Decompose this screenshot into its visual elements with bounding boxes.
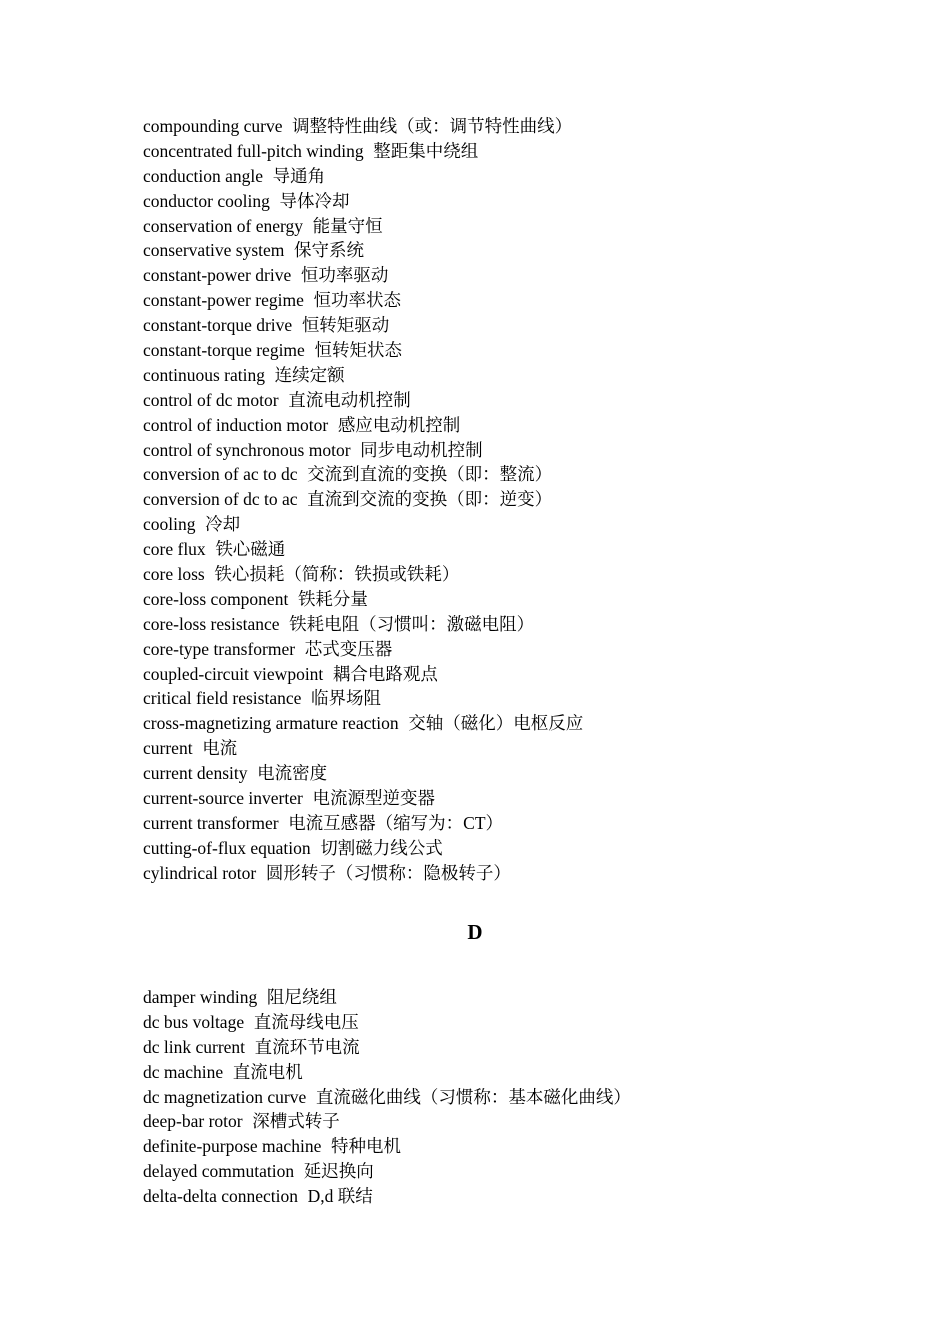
term-english: coupled-circuit viewpoint xyxy=(143,663,324,684)
term-chinese: 整距集中绕组 xyxy=(373,140,479,161)
term-chinese: 直流电动机控制 xyxy=(288,389,411,410)
term-english: core-loss component xyxy=(143,588,289,609)
term-english: core-loss resistance xyxy=(143,613,280,634)
term-chinese: 铁耗分量 xyxy=(297,588,368,609)
term-chinese: 能量守恒 xyxy=(312,215,383,236)
glossary-entry xyxy=(143,487,583,512)
glossary-entry xyxy=(143,1060,631,1085)
term-chinese: 恒功率驱动 xyxy=(300,265,389,286)
glossary-entry xyxy=(143,139,583,164)
term-english: constant-power drive xyxy=(143,265,292,286)
glossary-entry xyxy=(143,612,583,637)
term-english: constant-torque drive xyxy=(143,315,293,336)
term-english: compounding curve xyxy=(143,116,283,136)
term-chinese: 特种电机 xyxy=(330,1136,401,1157)
glossary-entry xyxy=(143,861,583,886)
glossary-entry xyxy=(143,313,583,338)
glossary-entry xyxy=(143,1159,631,1184)
term-chinese: 连续定额 xyxy=(274,364,345,385)
term-english: deep-bar rotor xyxy=(143,1111,243,1132)
glossary-entry xyxy=(143,662,583,687)
glossary-entry xyxy=(143,363,583,388)
term-chinese: 电流密度 xyxy=(257,763,328,784)
glossary-entry xyxy=(143,1035,631,1060)
term-english: conduction angle xyxy=(143,165,264,186)
term-chinese: 直流母线电压 xyxy=(253,1011,359,1032)
glossary-entry xyxy=(143,413,583,438)
term-chinese: 耦合电路观点 xyxy=(332,663,438,684)
glossary-list-c xyxy=(143,114,583,886)
term-chinese: 直流到交流的变换（即：逆变） xyxy=(307,489,553,510)
term-chinese: 切割磁力线公式 xyxy=(320,837,443,858)
term-english: damper winding xyxy=(143,987,258,1007)
term-english: conservative system xyxy=(143,240,285,261)
term-english: current density xyxy=(143,763,248,784)
term-english: definite-purpose machine xyxy=(143,1136,322,1157)
term-chinese: 临界场阻 xyxy=(311,688,382,709)
term-english: cutting-of-flux equation xyxy=(143,837,311,858)
term-english: conservation of energy xyxy=(143,215,304,236)
term-chinese: 芯式变压器 xyxy=(304,638,393,659)
term-english: control of dc motor xyxy=(143,389,279,410)
glossary-entry xyxy=(143,985,631,1010)
glossary-entry xyxy=(143,338,583,363)
term-english: dc link current xyxy=(143,1036,246,1057)
term-chinese: 电流 xyxy=(202,738,238,759)
glossary-entry xyxy=(143,238,583,263)
glossary-entry xyxy=(143,388,583,413)
glossary-entry xyxy=(143,811,583,836)
term-english: concentrated full-pitch winding xyxy=(143,140,364,161)
term-english: current xyxy=(143,738,193,759)
glossary-entry xyxy=(143,512,583,537)
glossary-entry xyxy=(143,189,583,214)
term-english: core flux xyxy=(143,539,206,560)
term-chinese: 圆形转子（习惯称：隐极转子） xyxy=(265,862,511,883)
glossary-entry xyxy=(143,786,583,811)
term-chinese: 铁心磁通 xyxy=(215,539,286,560)
term-chinese: 延迟换向 xyxy=(303,1161,374,1182)
glossary-entry xyxy=(143,1184,631,1209)
term-chinese: 恒功率状态 xyxy=(313,290,401,311)
glossary-entry xyxy=(143,1109,631,1134)
glossary-entry xyxy=(143,462,583,487)
term-chinese: 恒转矩驱动 xyxy=(301,315,390,336)
glossary-entry xyxy=(143,761,583,786)
term-english: critical field resistance xyxy=(143,688,302,709)
term-english: core-type transformer xyxy=(143,638,296,659)
term-chinese: 冷却 xyxy=(205,514,241,535)
glossary-entry xyxy=(143,214,583,239)
glossary-entry xyxy=(143,1085,631,1110)
term-chinese: 交轴（磁化）电枢反应 xyxy=(408,713,584,734)
glossary-entry xyxy=(143,164,583,189)
glossary-list-d xyxy=(143,985,631,1209)
glossary-entry xyxy=(143,637,583,662)
term-chinese: D,d 联结 xyxy=(307,1186,373,1207)
glossary-entry xyxy=(143,686,583,711)
term-chinese: 导体冷却 xyxy=(279,190,350,211)
term-english: dc machine xyxy=(143,1061,224,1082)
glossary-entry xyxy=(143,114,583,139)
glossary-entry xyxy=(143,1134,631,1159)
term-english: conversion of dc to ac xyxy=(143,489,298,510)
glossary-entry xyxy=(143,711,583,736)
glossary-entry xyxy=(143,562,583,587)
term-english: constant-power regime xyxy=(143,290,304,311)
term-english: cylindrical rotor xyxy=(143,862,257,883)
term-chinese: 导通角 xyxy=(272,165,326,186)
term-chinese: 电流互感器（缩写为：CT） xyxy=(288,812,504,833)
term-chinese: 铁心损耗（简称：铁损或铁耗） xyxy=(214,564,460,585)
term-chinese: 深槽式转子 xyxy=(252,1111,340,1132)
term-english: dc magnetization curve xyxy=(143,1086,307,1107)
term-english: core loss xyxy=(143,564,205,585)
term-english: current transformer xyxy=(143,812,279,833)
term-english: delta-delta connection xyxy=(143,1186,298,1207)
term-english: conductor cooling xyxy=(143,190,270,211)
term-chinese: 保守系统 xyxy=(294,240,365,261)
glossary-entry xyxy=(143,288,583,313)
glossary-entry xyxy=(143,537,583,562)
term-chinese: 直流电机 xyxy=(232,1061,303,1082)
term-english: cross-magnetizing armature reaction xyxy=(143,713,399,734)
term-chinese: 电流源型逆变器 xyxy=(312,788,435,809)
term-english: control of induction motor xyxy=(143,414,329,435)
term-english: conversion of ac to dc xyxy=(143,464,298,485)
glossary-entry xyxy=(143,736,583,761)
term-english: dc bus voltage xyxy=(143,1011,245,1032)
glossary-entry xyxy=(143,836,583,861)
glossary-entry xyxy=(143,587,583,612)
term-english: constant-torque regime xyxy=(143,340,305,361)
term-chinese: 感应电动机控制 xyxy=(337,414,461,435)
glossary-entry xyxy=(143,1010,631,1035)
term-chinese: 阻尼绕组 xyxy=(266,987,337,1007)
term-english: delayed commutation xyxy=(143,1161,295,1182)
term-chinese: 直流磁化曲线（习惯称：基本磁化曲线） xyxy=(315,1086,631,1107)
glossary-entry xyxy=(143,263,583,288)
term-chinese: 同步电动机控制 xyxy=(360,439,483,460)
term-chinese: 铁耗电阻（习惯叫：激磁电阻） xyxy=(289,613,535,634)
term-english: cooling xyxy=(143,514,196,535)
section-heading-d: D xyxy=(467,920,483,944)
term-english: control of synchronous motor xyxy=(143,439,351,460)
term-chinese: 恒转矩状态 xyxy=(314,340,402,361)
term-chinese: 调整特性曲线（或：调节特性曲线） xyxy=(292,116,573,136)
glossary-entry xyxy=(143,438,583,463)
term-english: continuous rating xyxy=(143,364,265,385)
term-english: current-source inverter xyxy=(143,788,303,809)
term-chinese: 直流环节电流 xyxy=(254,1036,360,1057)
term-chinese: 交流到直流的变换（即：整流） xyxy=(307,464,553,485)
